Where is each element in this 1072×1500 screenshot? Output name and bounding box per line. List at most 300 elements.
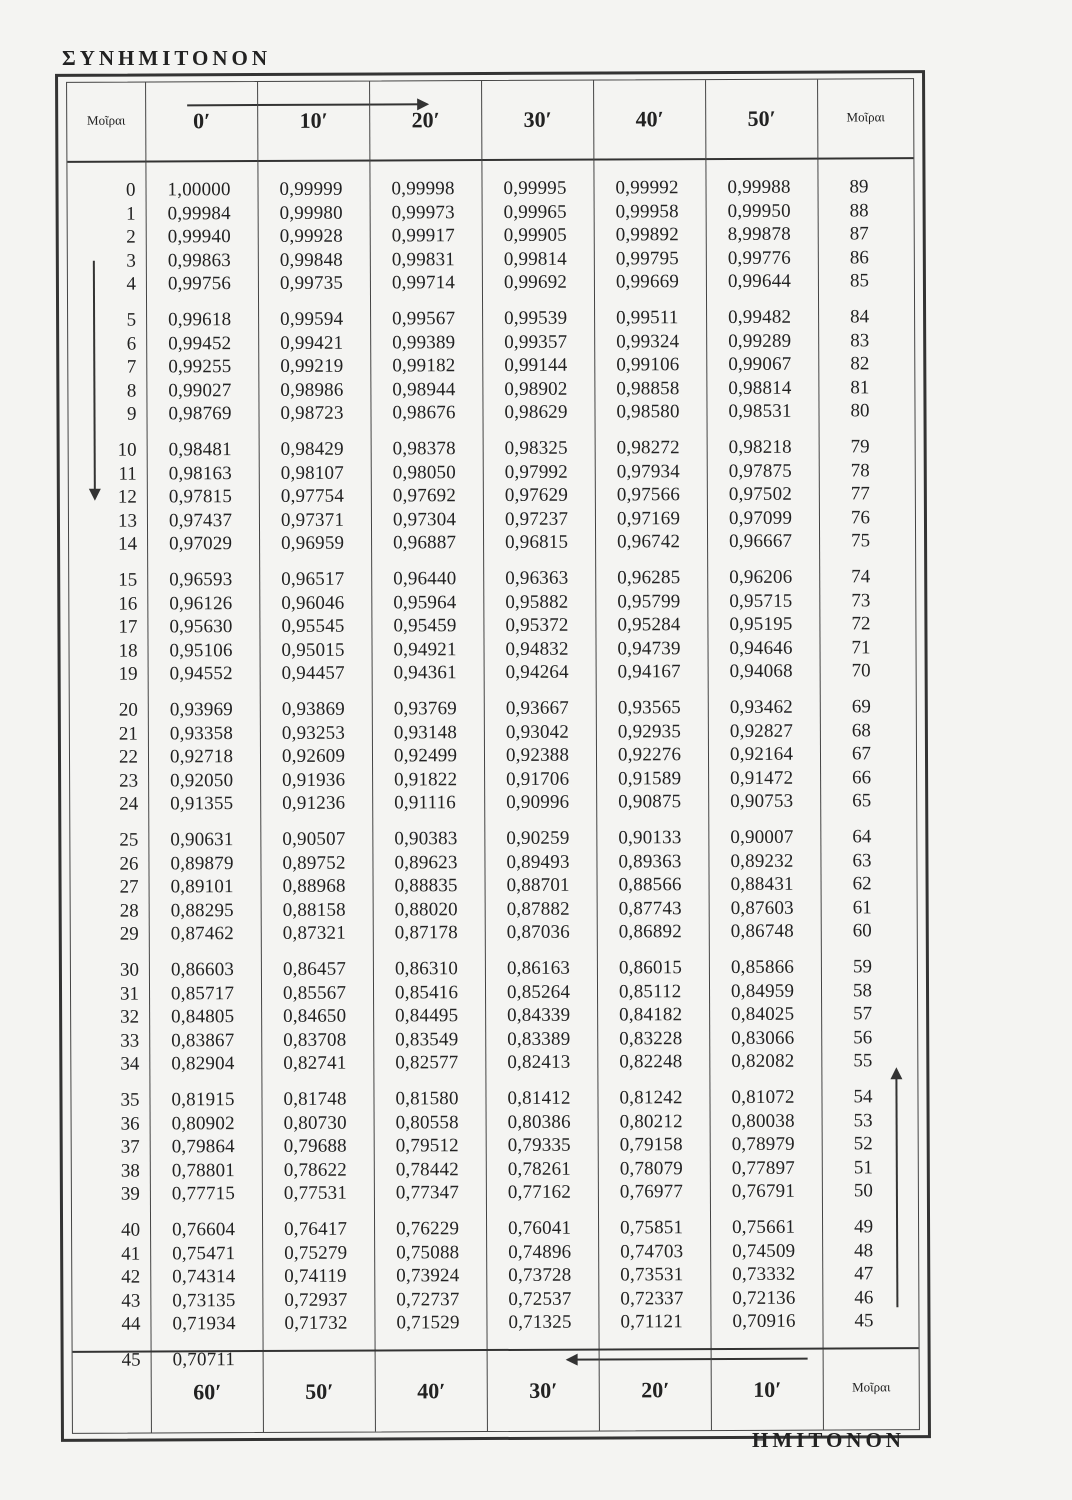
value-cell: 0,98858 <box>616 377 680 400</box>
value-cell: 0,99567 <box>392 308 456 330</box>
complement-degree-cell: 53 <box>853 1109 873 1132</box>
value-cell: 0,98325 <box>504 437 568 459</box>
value-cell: 0,90007 <box>730 826 794 848</box>
table-frame <box>55 70 931 1442</box>
value-cell: 0,93148 <box>393 721 458 744</box>
table-row <box>68 400 914 427</box>
value-cell: 0,80558 <box>395 1111 459 1134</box>
table-row <box>70 660 916 687</box>
complement-degree-cell: 89 <box>849 176 869 198</box>
value-cell: 0,76417 <box>284 1218 348 1240</box>
value-cell: 0,73531 <box>620 1264 684 1286</box>
header-col-30: 30′ <box>481 81 593 159</box>
value-cell: 0,79335 <box>507 1134 571 1157</box>
value-cell: 0,81242 <box>619 1087 683 1109</box>
value-cell: 0,80212 <box>619 1110 683 1133</box>
value-cell: 0,95964 <box>393 591 457 614</box>
value-cell: 0,76041 <box>508 1217 572 1239</box>
complement-degree-cell: 61 <box>852 897 872 919</box>
table-row <box>69 530 915 557</box>
value-cell: 0,99831 <box>391 248 456 271</box>
value-cell: 0,96046 <box>281 592 345 614</box>
value-cell: 0,88020 <box>394 898 458 921</box>
value-cell: 0,99357 <box>504 331 568 353</box>
value-cell: 0,99999 <box>279 178 343 200</box>
value-cell: 0,98723 <box>280 403 344 425</box>
value-cell: 0,74314 <box>172 1266 236 1288</box>
complement-degree-cell: 48 <box>854 1239 874 1262</box>
value-cell: 0,90996 <box>506 792 570 814</box>
value-cell: 0,71121 <box>620 1311 683 1333</box>
value-cell: 0,75851 <box>620 1217 684 1239</box>
value-cell: 0,85567 <box>282 982 347 1004</box>
value-cell: 0,91355 <box>170 793 234 815</box>
value-cell: 0,83708 <box>283 1029 347 1051</box>
value-cell: 8,99878 <box>727 223 791 246</box>
value-cell: 0,79512 <box>395 1135 459 1157</box>
value-cell: 0,99144 <box>504 354 568 377</box>
degree-cell: 26 <box>119 853 139 875</box>
value-cell: 0,99988 <box>727 176 791 198</box>
value-cell: 0,72337 <box>620 1287 684 1310</box>
value-cell: 0,93042 <box>505 721 570 743</box>
value-cell: 0,98814 <box>728 377 792 399</box>
value-cell: 0,96887 <box>393 532 457 554</box>
value-cell: 0,75661 <box>732 1216 796 1238</box>
value-cell: 0,84025 <box>731 1003 795 1026</box>
complement-degree-cell: 84 <box>850 306 870 328</box>
value-cell: 0,93565 <box>617 697 681 719</box>
value-cell: 0,99482 <box>728 306 792 328</box>
value-cell: 0,99928 <box>279 225 343 248</box>
complement-degree-cell: 70 <box>851 660 871 682</box>
value-cell: 0,81748 <box>283 1088 347 1110</box>
value-cell: 0,75088 <box>396 1241 460 1264</box>
value-cell: 0,96517 <box>281 568 345 590</box>
value-cell: 0,73332 <box>732 1263 796 1286</box>
degree-cell: 25 <box>119 829 139 851</box>
value-cell: 0,87321 <box>282 923 346 945</box>
value-cell: 0,99539 <box>504 307 568 329</box>
complement-degree-cell: 77 <box>850 483 870 505</box>
value-cell: 0,90507 <box>282 828 346 850</box>
value-cell: 0,92164 <box>729 743 794 766</box>
degree-cell: 1 <box>126 203 136 225</box>
value-cell: 0,90631 <box>170 829 234 851</box>
value-cell: 0,99998 <box>391 178 455 200</box>
degree-cell: 43 <box>121 1290 141 1312</box>
value-cell: 0,97237 <box>504 508 569 530</box>
complement-degree-cell: 57 <box>853 1003 873 1025</box>
complement-degree-cell: 65 <box>852 790 872 812</box>
header-row <box>67 79 913 163</box>
value-cell: 0,95195 <box>729 613 793 636</box>
value-cell: 0,78801 <box>171 1159 236 1182</box>
value-cell: 0,99511 <box>616 307 679 329</box>
value-cell: 0,88701 <box>506 874 570 897</box>
value-cell: 0,80902 <box>171 1112 235 1134</box>
degree-cell: 34 <box>120 1053 140 1076</box>
value-cell: 0,94739 <box>617 637 681 660</box>
degree-cell: 20 <box>118 699 138 721</box>
value-cell: 0,97169 <box>616 507 681 530</box>
value-cell: 0,92499 <box>393 745 458 767</box>
value-cell: 0,99995 <box>503 177 567 199</box>
value-cell: 0,85416 <box>394 981 459 1004</box>
value-cell: 0,99182 <box>392 355 456 377</box>
value-cell: 0,99980 <box>279 202 343 224</box>
complement-degree-cell: 72 <box>851 613 871 635</box>
complement-degree-cell: 62 <box>852 873 872 895</box>
degree-cell: 30 <box>119 959 139 981</box>
value-cell: 0,97629 <box>504 484 569 507</box>
degree-cell: 0 <box>125 179 136 201</box>
complement-degree-cell: 66 <box>852 767 872 789</box>
value-cell: 0,95882 <box>505 591 569 613</box>
degree-cell: 37 <box>120 1136 140 1158</box>
value-cell: 0,90875 <box>618 791 682 813</box>
footer-col-40: 40′ <box>375 1351 487 1431</box>
value-cell: 0,97992 <box>504 461 568 483</box>
value-cell: 0,99814 <box>503 248 568 270</box>
header-col-10: 10′ <box>257 82 369 160</box>
value-cell: 0,92827 <box>729 720 794 742</box>
value-cell: 0,98944 <box>392 378 456 401</box>
value-cell: 0,74509 <box>732 1240 796 1262</box>
value-cell: 0,82577 <box>395 1052 459 1074</box>
value-cell: 0,97437 <box>168 509 233 532</box>
value-cell: 1,00000 <box>167 179 231 201</box>
value-cell: 0,93969 <box>169 699 233 721</box>
value-cell: 0,99863 <box>167 249 232 272</box>
complement-degree-cell: 86 <box>849 247 869 269</box>
value-cell: 0,99255 <box>168 356 232 378</box>
degree-cell: 44 <box>121 1313 141 1336</box>
value-cell: 0,96440 <box>393 568 457 590</box>
degree-cell: 2 <box>126 226 136 248</box>
footer-empty <box>73 1352 151 1432</box>
value-cell: 0,91936 <box>282 769 346 791</box>
value-cell: 0,91706 <box>506 768 570 790</box>
value-cell: 0,84805 <box>171 1006 235 1028</box>
value-cell: 0,88431 <box>730 873 794 896</box>
value-cell: 0,79864 <box>171 1136 235 1158</box>
value-cell: 0,74703 <box>620 1240 684 1263</box>
value-cell: 0,83066 <box>731 1027 795 1049</box>
value-cell: 0,87462 <box>170 923 234 945</box>
value-cell: 0,95284 <box>617 614 681 636</box>
value-cell: 0,77897 <box>731 1157 796 1179</box>
value-cell: 0,98580 <box>616 401 680 423</box>
footer-degrees-right: Μοῖραι <box>823 1349 919 1429</box>
complement-degree-cell: 60 <box>852 920 872 942</box>
value-cell: 0,89493 <box>506 851 570 873</box>
complement-degree-cell: 83 <box>850 329 870 352</box>
value-cell: 0,93358 <box>169 722 234 745</box>
table-inner <box>66 78 920 1434</box>
value-cell: 0,80730 <box>283 1112 347 1134</box>
degree-cell: 15 <box>118 569 138 591</box>
value-cell: 0,77347 <box>395 1182 460 1204</box>
value-cell: 0,95715 <box>729 590 793 612</box>
complement-degree-cell: 80 <box>850 400 870 422</box>
value-cell: 0,87178 <box>394 922 458 944</box>
complement-degree-cell: 71 <box>851 637 871 659</box>
value-cell: 0,75279 <box>284 1242 348 1264</box>
value-cell: 0,76604 <box>172 1219 236 1241</box>
degree-cell: 36 <box>120 1113 140 1135</box>
value-cell: 0,99669 <box>615 271 680 293</box>
value-cell: 0,89623 <box>394 851 458 874</box>
complement-degree-cell: 68 <box>851 719 871 742</box>
value-cell: 0,98378 <box>392 438 456 460</box>
value-cell: 0,99324 <box>616 330 680 353</box>
complement-degree-cell: 46 <box>854 1287 874 1309</box>
degree-cell: 40 <box>121 1219 141 1241</box>
header-col-40: 40′ <box>593 80 705 158</box>
value-cell: 0,97099 <box>728 507 793 529</box>
value-cell: 0,89879 <box>170 852 234 875</box>
value-cell: 0,96206 <box>729 566 793 588</box>
value-cell: 0,99892 <box>615 224 679 246</box>
value-cell: 0,71732 <box>284 1313 348 1335</box>
value-cell: 0,89363 <box>618 850 682 873</box>
value-cell: 0,73135 <box>172 1289 236 1312</box>
value-cell: 0,98676 <box>392 402 456 424</box>
value-cell: 0,94646 <box>729 637 793 659</box>
value-cell: 0,82904 <box>171 1053 235 1075</box>
degree-cell: 41 <box>121 1243 141 1265</box>
value-cell: 0,99735 <box>279 273 344 295</box>
value-cell: 0,86310 <box>394 958 459 980</box>
value-cell: 0,81072 <box>731 1086 795 1108</box>
value-cell: 0,96593 <box>169 569 233 591</box>
complement-degree-cell: 64 <box>852 826 872 848</box>
degree-cell: 4 <box>126 273 136 295</box>
footer-col-10: 10′ <box>711 1350 823 1430</box>
complement-degree-cell: 79 <box>850 436 870 458</box>
value-cell: 0,71934 <box>172 1313 236 1335</box>
degree-cell: 17 <box>118 616 138 638</box>
value-cell: 0,86015 <box>618 957 683 979</box>
value-cell: 0,82741 <box>283 1053 347 1075</box>
complement-degree-cell: 75 <box>851 530 871 552</box>
header-degrees-right: Μοῖραι <box>817 79 913 157</box>
value-cell: 0,96959 <box>281 533 345 555</box>
header-col-50: 50′ <box>705 80 817 158</box>
table-row <box>68 270 914 297</box>
degree-cell: 12 <box>117 486 137 508</box>
value-cell: 0,99067 <box>728 353 792 376</box>
complement-degree-cell: 51 <box>853 1157 873 1179</box>
complement-degree-cell: 54 <box>853 1086 873 1108</box>
value-cell: 0,97371 <box>280 509 345 531</box>
value-cell: 0,94552 <box>169 663 233 685</box>
table-body <box>67 157 918 1371</box>
value-cell: 0,72737 <box>396 1288 460 1311</box>
value-cell: 0,99958 <box>615 200 679 223</box>
value-cell: 0,86457 <box>282 958 347 980</box>
value-cell: 0,92276 <box>617 744 682 766</box>
value-cell: 0,96815 <box>505 532 569 554</box>
value-cell: 0,71325 <box>508 1312 572 1334</box>
complement-degree-cell: 85 <box>849 270 869 292</box>
value-cell: 0,94264 <box>505 662 569 684</box>
value-cell: 0,99594 <box>280 308 344 330</box>
value-cell: 0,93253 <box>281 722 346 744</box>
degree-cell: 16 <box>118 593 138 615</box>
value-cell: 0,97754 <box>280 485 345 508</box>
degree-cell: 29 <box>119 923 139 946</box>
value-cell: 0,94068 <box>729 661 793 683</box>
value-cell: 0,99106 <box>616 354 680 376</box>
value-cell: 0,98050 <box>392 461 456 484</box>
value-cell: 0,94361 <box>393 662 457 684</box>
value-cell: 0,84650 <box>283 1005 347 1028</box>
value-cell: 0,97875 <box>728 460 792 482</box>
value-cell: 0,95459 <box>393 615 457 637</box>
value-cell: 0,83549 <box>395 1028 459 1051</box>
value-cell: 0,99389 <box>392 331 456 354</box>
value-cell: 0,93462 <box>729 696 793 718</box>
degree-cell: 24 <box>119 793 139 816</box>
value-cell: 0,83867 <box>171 1029 235 1052</box>
value-cell: 0,99795 <box>615 247 680 270</box>
value-cell: 0,83228 <box>619 1027 683 1050</box>
value-cell: 0,78261 <box>507 1158 572 1180</box>
footer-row <box>73 1347 919 1433</box>
value-cell: 0,76229 <box>396 1218 460 1240</box>
degree-cell: 42 <box>121 1266 141 1288</box>
value-cell: 0,98272 <box>616 437 680 459</box>
footer-col-30: 30′ <box>487 1351 599 1431</box>
value-cell: 0,99692 <box>503 272 568 294</box>
value-cell: 0,99219 <box>280 355 344 378</box>
value-cell: 0,82413 <box>507 1052 571 1074</box>
value-cell: 0,88295 <box>170 899 234 922</box>
complement-degree-cell: 82 <box>850 353 870 375</box>
value-cell: 0,98163 <box>168 462 232 485</box>
value-cell: 0,73728 <box>508 1264 572 1287</box>
value-cell: 0,87036 <box>506 922 570 944</box>
degree-cell: 7 <box>126 356 137 378</box>
table-row <box>72 1180 918 1207</box>
value-cell: 0,72937 <box>284 1289 348 1311</box>
complement-degree-cell: 67 <box>851 743 872 765</box>
value-cell: 0,70711 <box>172 1349 236 1371</box>
complement-degree-cell: 74 <box>851 566 871 588</box>
value-cell: 0,86163 <box>506 957 571 979</box>
value-cell: 0,87743 <box>618 897 682 920</box>
value-cell: 0,99756 <box>167 273 232 295</box>
value-cell: 0,82082 <box>731 1051 795 1073</box>
value-cell: 0,85866 <box>730 956 795 978</box>
value-cell: 0,92050 <box>170 769 234 792</box>
value-cell: 0,83389 <box>507 1028 571 1050</box>
value-cell: 0,91236 <box>282 793 346 815</box>
value-cell: 0,81580 <box>395 1088 459 1110</box>
table-row <box>71 920 917 947</box>
value-cell: 0,79688 <box>283 1135 347 1158</box>
value-cell: 0,91589 <box>618 767 682 790</box>
value-cell: 0,90753 <box>730 791 794 813</box>
value-cell: 0,97502 <box>728 483 793 506</box>
value-cell: 0,86748 <box>730 921 794 943</box>
complement-degree-cell: 88 <box>849 199 869 222</box>
value-cell: 0,95015 <box>281 639 345 661</box>
value-cell: 0,72136 <box>732 1287 796 1309</box>
value-cell: 0,97304 <box>392 508 457 531</box>
degree-cell: 22 <box>118 746 139 768</box>
complement-degree-cell: 59 <box>852 956 872 978</box>
degree-cell: 3 <box>126 250 136 272</box>
degree-cell: 11 <box>118 463 137 485</box>
value-cell: 0,78979 <box>731 1133 795 1156</box>
value-cell: 0,77531 <box>283 1183 348 1205</box>
complement-degree-cell: 56 <box>853 1027 873 1049</box>
value-cell: 0,97934 <box>616 460 680 483</box>
value-cell: 0,98531 <box>728 401 792 423</box>
value-cell: 0,78079 <box>619 1157 684 1180</box>
table-row <box>70 790 916 817</box>
degree-cell: 38 <box>120 1160 140 1182</box>
value-cell: 0,99940 <box>167 226 231 248</box>
footer-col-20: 20′ <box>599 1350 711 1430</box>
complement-degree-cell: 81 <box>850 377 870 399</box>
value-cell: 0,74896 <box>508 1241 572 1263</box>
complement-degree-cell: 55 <box>853 1050 873 1072</box>
value-cell: 0,78622 <box>283 1159 348 1181</box>
value-cell: 0,96363 <box>505 567 569 589</box>
value-cell: 0,80386 <box>507 1111 571 1133</box>
value-cell: 0,77162 <box>507 1182 572 1204</box>
value-cell: 0,92609 <box>281 745 346 768</box>
value-cell: 0,84182 <box>619 1004 683 1026</box>
value-cell: 0,98629 <box>504 402 568 424</box>
degree-cell: 5 <box>126 309 137 331</box>
value-cell: 0,85112 <box>618 980 682 1003</box>
value-cell: 0,99776 <box>727 247 792 269</box>
value-cell: 0,93667 <box>505 697 569 719</box>
value-cell: 0,76791 <box>731 1181 796 1203</box>
value-cell: 0,79158 <box>619 1134 683 1156</box>
value-cell: 0,98107 <box>280 462 344 484</box>
header-col-20: 20′ <box>369 81 481 159</box>
value-cell: 0,99289 <box>728 330 792 352</box>
value-cell: 0,91116 <box>394 792 457 814</box>
value-cell: 0,89752 <box>282 852 346 874</box>
value-cell: 0,94832 <box>505 638 569 660</box>
complement-degree-cell: 45 <box>854 1310 874 1332</box>
value-cell: 0,90383 <box>394 828 458 850</box>
degree-cell: 23 <box>119 770 139 792</box>
value-cell: 0,88968 <box>282 875 346 898</box>
value-cell: 0,85717 <box>170 982 235 1005</box>
table-row <box>71 1050 917 1077</box>
value-cell: 0,92935 <box>617 720 682 743</box>
value-cell: 0,97815 <box>168 486 233 508</box>
value-cell: 0,95106 <box>169 639 233 662</box>
value-cell: 0,93769 <box>393 698 457 720</box>
value-cell: 0,95372 <box>505 614 569 637</box>
value-cell: 0,98986 <box>280 379 344 401</box>
value-cell: 0,73924 <box>396 1265 460 1287</box>
footer-col-60: 60′ <box>151 1352 263 1432</box>
degree-cell: 32 <box>120 1006 140 1028</box>
value-cell: 0,96285 <box>617 567 681 589</box>
value-cell: 0,87603 <box>730 897 794 919</box>
value-cell: 0,91822 <box>394 768 458 791</box>
